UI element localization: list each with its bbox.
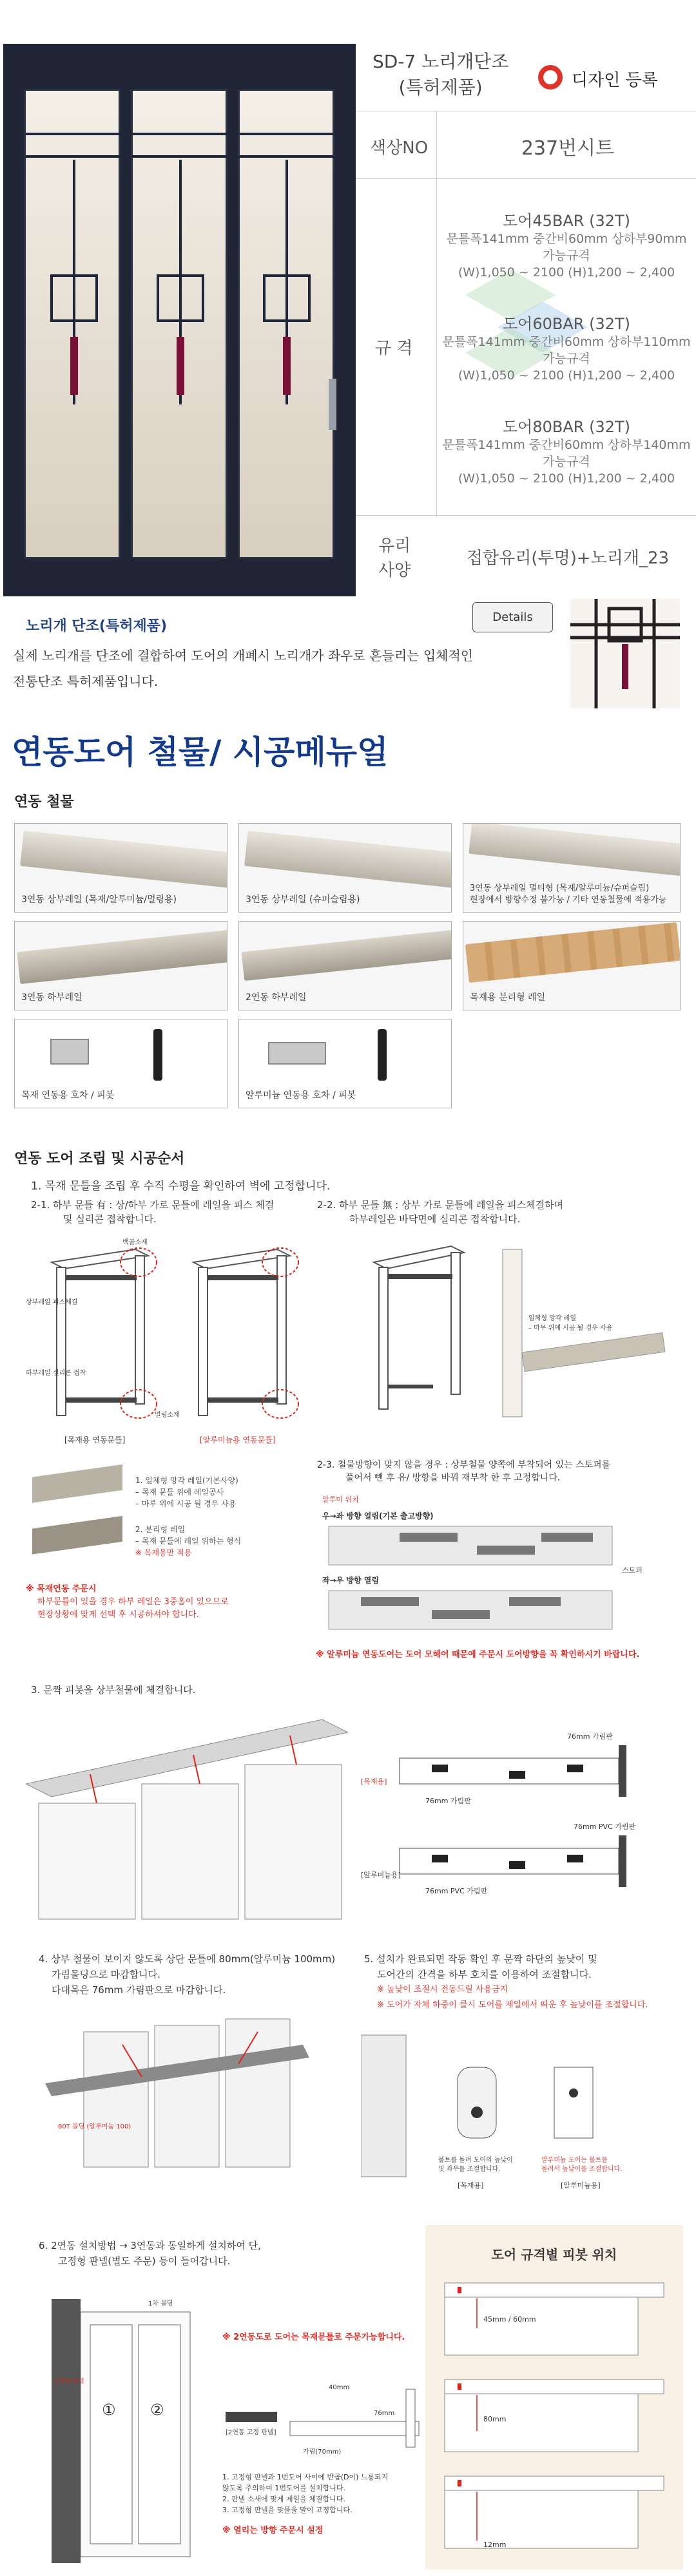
rail-image	[244, 831, 452, 888]
pivot-install-diagram	[26, 1707, 348, 1926]
assembly-title: 연동 도어 조립 및 시공순서	[14, 1151, 185, 1167]
direction-warning: ※ 알루미늄 연동도어는 도어 모헤어 때문에 주문시 도어방향을 꼭 확인하시기 바랍니다.	[316, 1650, 640, 1660]
hardware-item: 3연동 상부레일 (슈퍼슬림용)	[238, 823, 452, 913]
step-1: 1. 목재 문틀을 조립 후 수직 수평을 확인하여 벽에 고정합니다.	[31, 1180, 331, 1193]
step-2-3: 2-3. 철물방향이 맞지 않을 경우 : 상부철물 양쪽에 부착되어 있는 스토퍼를 풀어서 뺀 후 유/ 방향을 바꿔 재부착 한 후 고정합니다.	[317, 1460, 611, 1483]
fig-label: – 마무 위에 시공 될 경우 사용	[528, 1325, 613, 1332]
rail-image	[242, 930, 452, 981]
frame-diagram-no-sill	[335, 1236, 683, 1449]
step5-caption: [알루미늄용]	[561, 2181, 601, 2190]
design-registration-icon	[538, 65, 563, 90]
fig-caption: [알루미늄용 연동문틀]	[200, 1435, 276, 1444]
roller-image	[268, 1042, 326, 1065]
step5-notes-alu: 알루미늄 도어는 볼트를 돌려서 높낮이를 조절합니다.	[541, 2157, 623, 2173]
glass-label: 유리 사양	[378, 536, 411, 580]
molding-label: 80T 몰딩 (알루미늄 100)	[58, 2123, 131, 2130]
rail-image	[465, 922, 681, 983]
pivot-position-label: 45mm / 60mm	[483, 2315, 536, 2324]
dir-label-rtl: 우→좌 방향 열림(기본 출고방향)	[322, 1511, 434, 1520]
pivot-label: 76mm 가림판	[425, 1797, 471, 1805]
pivot-image	[378, 1029, 387, 1081]
step6-list: 1. 고정형 판넬과 1번도어 사이에 반곱(D이) 느롱되지 않도록 주의하며 1번도어를 설치합니다. 2. 판넬 소새에 맞게 제일을 체결합니다. 3. 고정형 판넬을 맞물울 말이 고정합니다.	[222, 2473, 389, 2514]
hardware-item: 알루미늄 연동용 호차 / 피봇	[238, 1019, 452, 1108]
product-header	[356, 44, 696, 111]
fig-label: 상부레일 피스체결	[26, 1299, 78, 1306]
two-door-diagram	[45, 2286, 213, 2570]
dir-legend: 알루미 위치	[322, 1495, 359, 1504]
pivot-label: 76mm 가림판	[567, 1732, 613, 1741]
step-6: 6. 2연동 설치방법 → 3연동과 동일하게 설치하여 단, 고정형 판넬(별도 주문) 등이 들어갑니다.	[39, 2240, 261, 2267]
rail-section-image	[26, 1459, 129, 1568]
hardware-item: 목재용 분리형 레일	[463, 921, 681, 1010]
step6-label: 가림(70mm)	[303, 2448, 342, 2456]
stopper-label: 스토퍼	[622, 1566, 643, 1575]
step6-label: 40mm	[329, 2384, 350, 2391]
fig-label: 백골소재	[122, 1239, 148, 1246]
color-row	[356, 111, 696, 179]
step6-note: ※ 2연동도로 도어는 목재문틀로 주문가능합니다.	[222, 2333, 405, 2342]
fig-label: 멀링소재	[155, 1412, 180, 1419]
step-4: 4. 상부 철물이 보이지 않도록 상단 문틀에 80mm(알루미늄 100mm) 가림몰딩으로 마감합니다. 다대목은 76mm 가림판으로 마감합니다.	[39, 1953, 336, 1996]
step5-notes-wood: 볼트를 돌려 도어의 높낮이 및 좌우를 조절합니다.	[438, 2157, 513, 2173]
pivot-label: 76mm PVC 가림판	[574, 1823, 636, 1831]
hardware-item: 목재 연동용 호차 / 피봇	[14, 1019, 227, 1108]
spec-row	[356, 179, 696, 516]
step6-warning: ※ 열리는 방향 주문시 설정	[222, 2526, 324, 2535]
feature-title: 노리개 단조(특허제품)	[26, 618, 168, 634]
pivot-position-diagram	[438, 2277, 670, 2560]
step6-label: 고정형 판넬	[54, 2378, 84, 2385]
rail-warning: ※ 목재연동 주문시 하부문틀이 있을 경우 하부 레일은 3중홈이 있으므로 현장상황에 맞게 선택 후 시공하셔야 합니다.	[26, 1584, 229, 1620]
pivot-label: 76mm PVC 가림판	[425, 1887, 488, 1895]
spec-label: 규 격	[375, 339, 413, 358]
pivot-cover-diagram	[361, 1719, 683, 1919]
rail-notes: 1. 일체형 망각 레일(기본사양) – 목재 문틀 위에 레일공사 – 마루 위에 시공 될 경우 사용 2. 분리형 레일 – 목재 문틀에 레일 위하는 형식 ※ 목재용만 적용	[135, 1476, 242, 1557]
pivot-position-label: 12mm	[483, 2541, 507, 2549]
roller-image	[50, 1039, 89, 1065]
door-product-image	[3, 44, 356, 596]
color-label: 색상NO	[370, 138, 429, 158]
pivot-image	[153, 1029, 162, 1081]
fixed-panel-diagram	[219, 2376, 432, 2467]
fig-label: 일체형 망각 레일	[528, 1315, 576, 1322]
pivot-position-title: 도어 규격별 피봇 위치	[491, 2247, 617, 2262]
door-number: ①	[102, 2401, 116, 2419]
door-ornament	[3, 44, 356, 596]
fig-caption: [목재용 연동문틀]	[64, 1435, 126, 1444]
rail-direction-ltr	[322, 1587, 619, 1633]
frame-diagram	[26, 1236, 303, 1449]
pivot-position-panel	[425, 2225, 683, 2570]
step-2-2: 2-2. 하부 문틀 無 : 상부 가로 문틀에 레일을 피스체결하며 하부레일은 바닥면에 실리콘 접착합니다.	[317, 1199, 564, 1225]
hardware-title: 연동 철물	[14, 794, 74, 810]
step-2-1: 2-1. 하부 문틀 有 : 상/하부 가로 문틀에 레일을 피스 체결 및 실리콘 접착합니다.	[31, 1199, 275, 1225]
pivot-label: [목재용]	[361, 1777, 387, 1786]
step6-label: [2연동 고정 판넬]	[226, 2429, 276, 2436]
step-3: 3. 문짝 피봇을 상부철물에 체결합니다.	[31, 1684, 196, 1696]
color-value: 237번시트	[521, 137, 615, 160]
glass-row	[356, 516, 696, 596]
spec-list	[437, 208, 696, 517]
product-title: SD-7 노리개단조 (특허제품)	[372, 51, 509, 98]
step6-label: 76mm	[374, 2410, 395, 2417]
ornament-thumbnail	[570, 599, 680, 708]
hardware-item: 3연동 상부레일 (목재/알루미늄/멀링용)	[14, 823, 227, 913]
glass-value: 접합유리(투명)+노리개_23	[466, 549, 670, 568]
door-number: ②	[150, 2401, 164, 2419]
step5-caption: [목재용]	[458, 2181, 484, 2190]
rail-image	[17, 930, 227, 984]
rail-direction-rtl	[322, 1523, 619, 1568]
manual-title: 연동도어 철물/ 시공메뉴얼	[12, 734, 389, 771]
step-5: 5. 설치가 완료되면 작동 확인 후 문짝 하단의 높낮이 및 도어간의 간격을 하부 호치를 이용하여 조절합니다. ※ 높낮이 조절시 전동드릴 사용금지 ※ 도어가 자체 하중이 클시 도어를 제일에서 띄운 후 높낮이를 조절합니다.	[364, 1953, 648, 2010]
hardware-item: 2연동 하부레일	[238, 921, 452, 1010]
step6-label: 1차 몰딩	[148, 2300, 173, 2307]
rail-image	[20, 831, 227, 888]
hardware-item: 3연동 하부레일	[14, 921, 227, 1010]
spec-item: 도어80BAR (32T) 문틀폭141mm 중간비60mm 상하부140mm 가능규격 (W)1,050 ~ 2100 (H)1,200 ~ 2,400	[442, 418, 691, 486]
fig-label: 하부레일 실리콘 접착	[26, 1370, 86, 1377]
details-button[interactable]: Details	[472, 602, 553, 632]
pivot-label: [알루미늄용]	[361, 1871, 401, 1879]
dir-label-ltr: 좌→우 방향 열림	[322, 1576, 379, 1585]
rail-image	[469, 823, 681, 876]
hardware-item: 3연동 상부레일 멀티형 (목재/알루미늄/슈퍼슬림) 현장에서 방향수정 불가능 / 기타 연동철물에 적용가능	[463, 823, 681, 913]
design-registration-badge: 디자인 등록	[572, 71, 658, 90]
spec-item: 도어60BAR (32T) 문틀폭141mm 중간비60mm 상하부110mm 가능규격 (W)1,050 ~ 2100 (H)1,200 ~ 2,400	[442, 315, 691, 383]
spec-item: 도어45BAR (32T) 문틀폭141mm 중간비60mm 상하부90mm 가능규격 (W)1,050 ~ 2100 (H)1,200 ~ 2,400	[446, 212, 687, 279]
molding-diagram	[45, 2006, 322, 2174]
feature-description: 실제 노리개를 단조에 결합하여 도어의 개폐시 노리개가 좌우로 흔들리는 입체적인 전통단조 특허제품입니다.	[13, 648, 474, 689]
height-adjust-diagram	[361, 2022, 670, 2183]
pivot-position-label: 80mm	[483, 2415, 507, 2423]
